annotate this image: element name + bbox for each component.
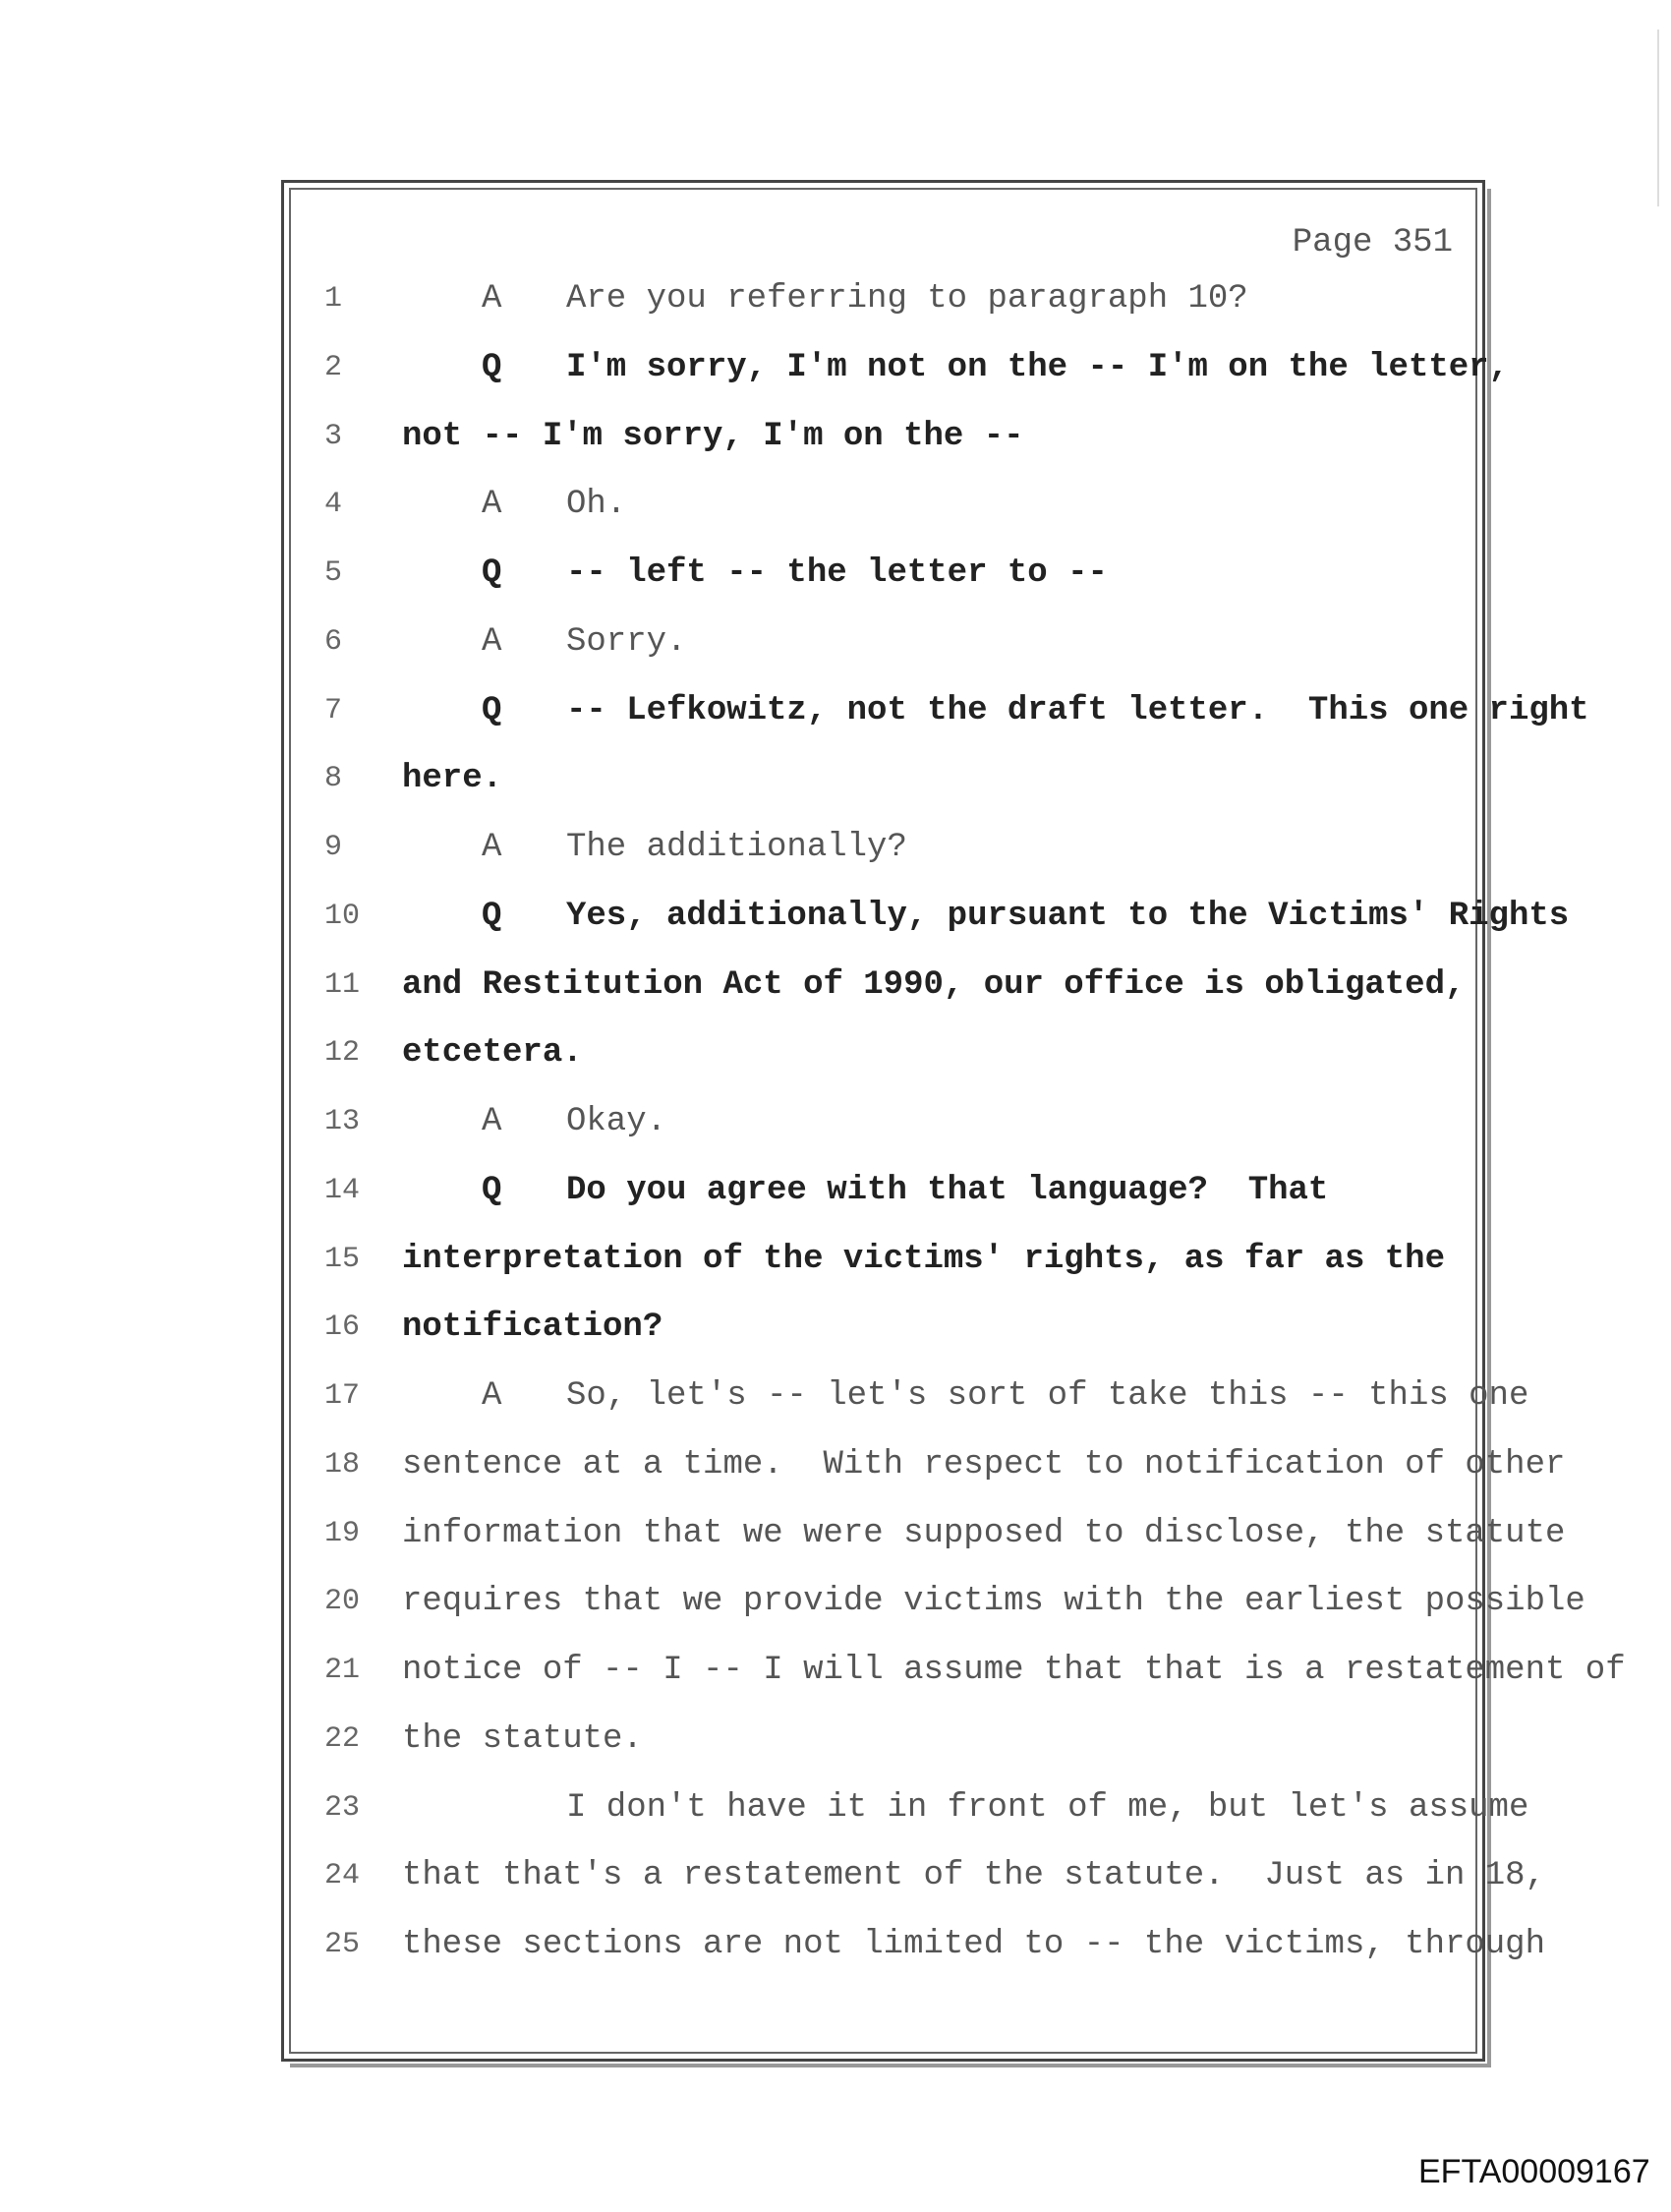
line-text: Yes, additionally, pursuant to the Victims' Rights <box>566 897 1570 935</box>
line-number: 5 <box>324 556 343 590</box>
line-number: 20 <box>324 1585 361 1619</box>
line-text: and Restitution Act of 1990, our office is obligated, <box>402 965 1466 1004</box>
line-number: 6 <box>324 624 343 659</box>
line-number: 12 <box>324 1036 361 1071</box>
speaker-label: A <box>482 829 502 866</box>
line-text: requires that we provide victims with the earliest possible <box>402 1583 1585 1621</box>
document-id: EFTA00009167 <box>1418 2153 1650 2190</box>
line-number: 11 <box>324 967 361 1002</box>
line-number: 24 <box>324 1859 361 1893</box>
line-text: notification? <box>402 1309 663 1347</box>
scan-edge-mark <box>1657 29 1659 206</box>
speaker-label: A <box>482 1103 502 1140</box>
line-text: that that's a restatement of the statute. Just as in 18, <box>402 1857 1545 1895</box>
line-text: the statute. <box>402 1719 643 1758</box>
line-text: Are you referring to paragraph 10? <box>566 280 1248 318</box>
line-number: 2 <box>324 350 343 384</box>
line-number: 18 <box>324 1447 361 1482</box>
line-text: The additionally? <box>566 829 907 866</box>
line-text: these sections are not limited to -- the victims, through <box>402 1926 1545 1963</box>
line-text: Sorry. <box>566 622 687 661</box>
transcript-page-border <box>281 180 1485 2062</box>
line-number: 4 <box>324 488 343 522</box>
line-text: sentence at a time. With respect to notification of other <box>402 1445 1566 1484</box>
speaker-label: A <box>482 1377 502 1415</box>
line-text: I'm sorry, I'm not on the -- I'm on the letter, <box>566 348 1509 386</box>
page-number: Page 351 <box>1292 224 1453 262</box>
line-number: 15 <box>324 1242 361 1276</box>
line-number: 14 <box>324 1173 361 1207</box>
speaker-label: Q <box>482 554 502 592</box>
line-number: 10 <box>324 899 361 933</box>
line-number: 8 <box>324 762 343 796</box>
line-number: 16 <box>324 1310 361 1345</box>
line-number: 7 <box>324 693 343 728</box>
speaker-label: A <box>482 486 502 524</box>
line-number: 17 <box>324 1379 361 1413</box>
speaker-label: A <box>482 622 502 661</box>
line-text: information that we were supposed to disclose, the statute <box>402 1514 1566 1552</box>
speaker-label: Q <box>482 348 502 386</box>
line-text: here. <box>402 760 503 798</box>
line-number: 3 <box>324 419 343 453</box>
line-number: 13 <box>324 1105 361 1138</box>
line-number: 21 <box>324 1654 361 1687</box>
line-number: 19 <box>324 1516 361 1550</box>
line-text: interpretation of the victims' rights, as far as the <box>402 1240 1445 1278</box>
line-text: Oh. <box>566 486 627 524</box>
speaker-label: Q <box>482 897 502 935</box>
line-number: 9 <box>324 831 343 864</box>
line-text: Okay. <box>566 1103 667 1140</box>
speaker-label: Q <box>482 691 502 729</box>
line-number: 25 <box>324 1928 361 1961</box>
line-text: -- left -- the letter to -- <box>566 554 1108 592</box>
speaker-label: Q <box>482 1171 502 1209</box>
line-number: 22 <box>324 1721 361 1756</box>
line-number: 23 <box>324 1790 361 1825</box>
line-text: Do you agree with that language? That <box>566 1171 1329 1209</box>
line-text: I don't have it in front of me, but let's assume <box>566 1788 1529 1827</box>
line-text: etcetera. <box>402 1034 583 1073</box>
line-text: notice of -- I -- I will assume that that is a restatement of <box>402 1652 1626 1689</box>
line-number: 1 <box>324 282 343 316</box>
line-text: So, let's -- let's sort of take this -- this one <box>566 1377 1529 1415</box>
line-text: not -- I'm sorry, I'm on the -- <box>402 417 1024 455</box>
speaker-label: A <box>482 280 502 318</box>
line-text: -- Lefkowitz, not the draft letter. This one right <box>566 691 1589 729</box>
